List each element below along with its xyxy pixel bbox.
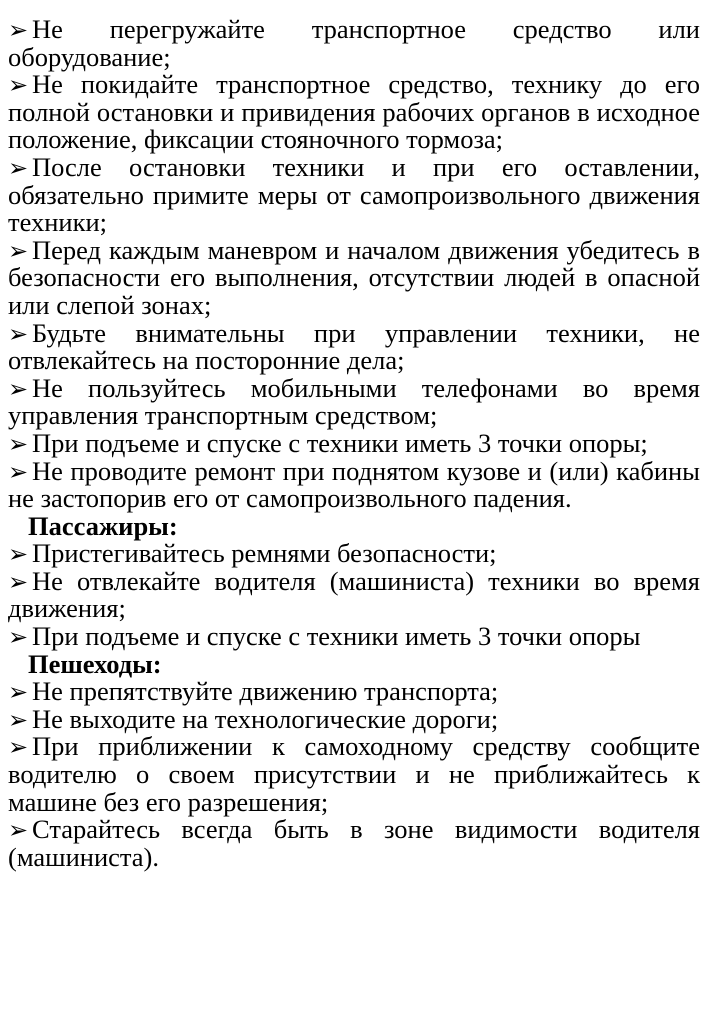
arrow-bullet-icon: ➢ xyxy=(8,569,29,596)
arrow-bullet-icon: ➢ xyxy=(8,735,29,762)
arrow-bullet-icon: ➢ xyxy=(8,238,29,265)
list-item-text: Старайтесь всегда быть в зоне видимости водителя (машиниста). xyxy=(8,814,700,872)
pedestrians-heading: Пешеходы: xyxy=(28,648,162,679)
list-item-text: Не выходите на технологические дороги; xyxy=(32,703,499,734)
list-item-text: После остановки техники и при его оставлении, обязательно примите меры от самопроизвольного движения техники; xyxy=(8,151,700,238)
list-item xyxy=(8,565,700,624)
list-item xyxy=(8,733,700,816)
list-item-text: Не покидайте транспортное средство, технику до его полной остановки и привидения рабочих органов в исходное положение, фиксации стояночного тормоза; xyxy=(8,69,700,155)
arrow-bullet-icon: ➢ xyxy=(8,431,29,458)
arrow-bullet-icon: ➢ xyxy=(8,376,29,403)
drivers-list xyxy=(8,16,700,513)
pedestrians-list xyxy=(8,678,700,871)
arrow-bullet-icon: ➢ xyxy=(8,542,29,569)
passengers-heading: Пассажиры: xyxy=(28,510,178,541)
list-item-text: Не перегружайте транспортное средство или оборудование; xyxy=(8,14,700,72)
list-item-text: При приближении к самоходному средству сообщите водителю о своем присутствии и не приближайтесь к машине без его разрешения; xyxy=(8,731,700,817)
list-item-text: Не пользуйтесь мобильными телефонами во время управления транспортным средством; xyxy=(8,372,700,431)
list-item xyxy=(8,71,700,154)
list-item xyxy=(8,151,700,238)
list-item-text: Не отвлекайте водителя (машиниста) техники во время движения; xyxy=(8,565,700,624)
arrow-bullet-icon: ➢ xyxy=(8,155,29,182)
list-item xyxy=(8,372,700,431)
list-item-text: Будьте внимательны при управлении техники, не отвлекайтесь на посторонние дела; xyxy=(8,317,700,376)
arrow-bullet-icon: ➢ xyxy=(8,73,29,100)
list-item xyxy=(8,16,700,71)
arrow-bullet-icon: ➢ xyxy=(8,625,29,652)
list-item xyxy=(8,455,700,514)
list-item xyxy=(8,678,700,706)
document-page xyxy=(8,16,700,871)
list-item-text: Не препятствуйте движению транспорта; xyxy=(32,676,499,707)
list-item-text: При подъеме и спуске с техники иметь 3 точки опоры; xyxy=(32,427,648,458)
arrow-bullet-icon: ➢ xyxy=(8,707,29,734)
arrow-bullet-icon: ➢ xyxy=(8,459,29,486)
list-item xyxy=(8,703,700,734)
list-item xyxy=(8,317,700,376)
passengers-list xyxy=(8,540,700,650)
list-item xyxy=(8,540,700,568)
list-item-text: При подъеме и спуске с техники иметь 3 точки опоры xyxy=(32,621,641,652)
arrow-bullet-icon: ➢ xyxy=(8,321,29,348)
list-item xyxy=(8,427,700,458)
arrow-bullet-icon: ➢ xyxy=(8,680,29,707)
arrow-bullet-icon: ➢ xyxy=(8,18,29,44)
list-item xyxy=(8,623,700,651)
arrow-bullet-icon: ➢ xyxy=(8,818,29,845)
list-item xyxy=(8,816,700,871)
list-item-text: Перед каждым маневром и началом движения убедитесь в безопасности его выполнения, отсутствии людей в опасной или слепой зонах; xyxy=(8,234,700,320)
list-item xyxy=(8,234,700,320)
list-item-text: Не проводите ремонт при поднятом кузове и (или) кабины не застопорив его от самопроизвольного падения. xyxy=(8,455,700,514)
list-item-text: Пристегивайтесь ремнями безопасности; xyxy=(32,538,497,569)
